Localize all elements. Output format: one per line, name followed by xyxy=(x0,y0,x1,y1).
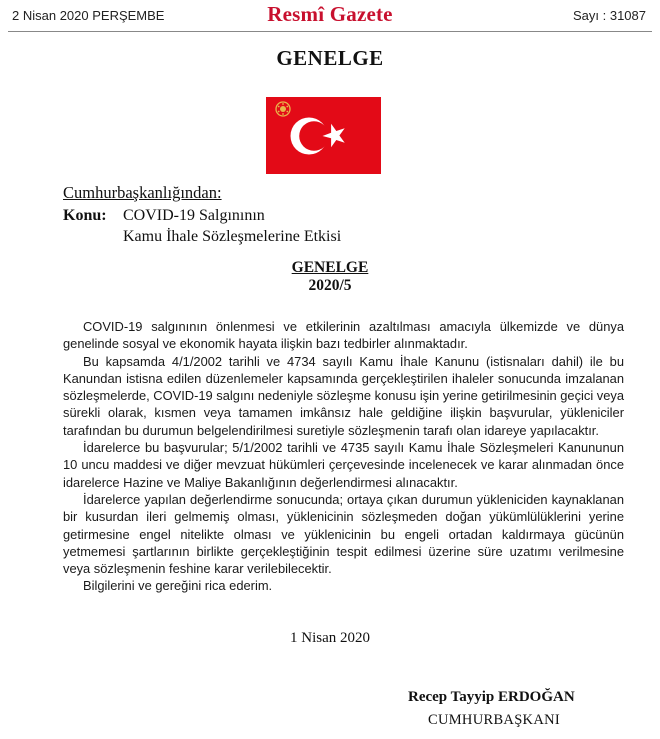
signer-title: CUMHURBAŞKANI xyxy=(428,712,560,728)
signer-name: Recep Tayyip ERDOĞAN xyxy=(408,689,575,705)
circular-number: 2020/5 xyxy=(308,277,352,294)
masthead-date: 2 Nisan 2020 PERŞEMBE xyxy=(12,8,165,23)
body-paragraph: İdarelerce bu başvurular; 5/1/2002 tarihli ve 4735 sayılı Kamu İhale Sözleşmeleri Kanununun 10 uncu maddesi ve diğer mevzuat hükümleri çerçevesinde incelenecek ve karar alınmadan önce idarelerce Hazine ve Maliye Bakanlığının değerlendirmesi alınacaktır. xyxy=(63,440,624,490)
masthead-title: Resmî Gazete xyxy=(267,2,393,26)
issuer-line: Cumhurbaşkanlığından: xyxy=(63,183,222,202)
circular-title: GENELGE xyxy=(291,259,369,276)
body-paragraph: İdarelerce yapılan değerlendirme sonucunda; ortaya çıkan durumun yükleniciden kaynaklanan bir kusurdan ileri gelmemiş olması, yüklenicinin sözleşmeden doğan yükümlülüklerini yerine getirmesine engel nitelikte olması ve yüklenicinin bu engeli ortadan kaldırmaya gücünün yetmemesi şartlarının birlikte gerçekleştiğinin tespit edilmesi üzerine süre uzatımı verilmesine veya sözleşmenin feshine karar verilebilecektir. xyxy=(63,491,624,577)
turkish-flag-icon xyxy=(266,97,381,174)
masthead-issue-number: Sayı : 31087 xyxy=(573,8,646,23)
circular-body xyxy=(63,318,624,595)
body-paragraph: Bu kapsamda 4/1/2002 tarihli ve 4734 sayılı Kamu İhale Kanunu (istisnaları dahil) ile bu Kanundan istisna edilen düzenlemeler kapsamında gerçekleştirilen ihaleler sonucunda imzalanan sözleşmelerde, COVID-19 salgını nedeniyle sözleşme konusu işin yerine getirilmesinin geçici veya sürekli olarak, kısmen veya tamamen imkânsız hale geldiğine ilişkin başvurular, yükleniciler tarafından bu durumun belgelendirilmesi suretiyle sözleşmenin tarafı olan idareye yapılacaktır. xyxy=(63,353,625,438)
subject-line-2: Kamu İhale Sözleşmelerine Etkisi xyxy=(123,228,342,245)
page-title: GENELGE xyxy=(276,46,384,70)
subject-line-1: COVID-19 Salgınının xyxy=(123,207,265,224)
masthead-divider xyxy=(8,31,652,32)
document-date: 1 Nisan 2020 xyxy=(290,630,370,646)
body-paragraph: COVID-19 salgınının önlenmesi ve etkilerinin azaltılması amacıyla ülkemizde ve dünya genelinde sosyal ve ekonomik hayata ilişkin bazı tedbirler alınmaktadır. xyxy=(63,319,624,352)
subject-label: Konu: xyxy=(63,207,107,224)
closing-paragraph: Bilgilerini ve gereğini rica ederim. xyxy=(83,578,273,594)
gazette-masthead xyxy=(0,0,660,30)
